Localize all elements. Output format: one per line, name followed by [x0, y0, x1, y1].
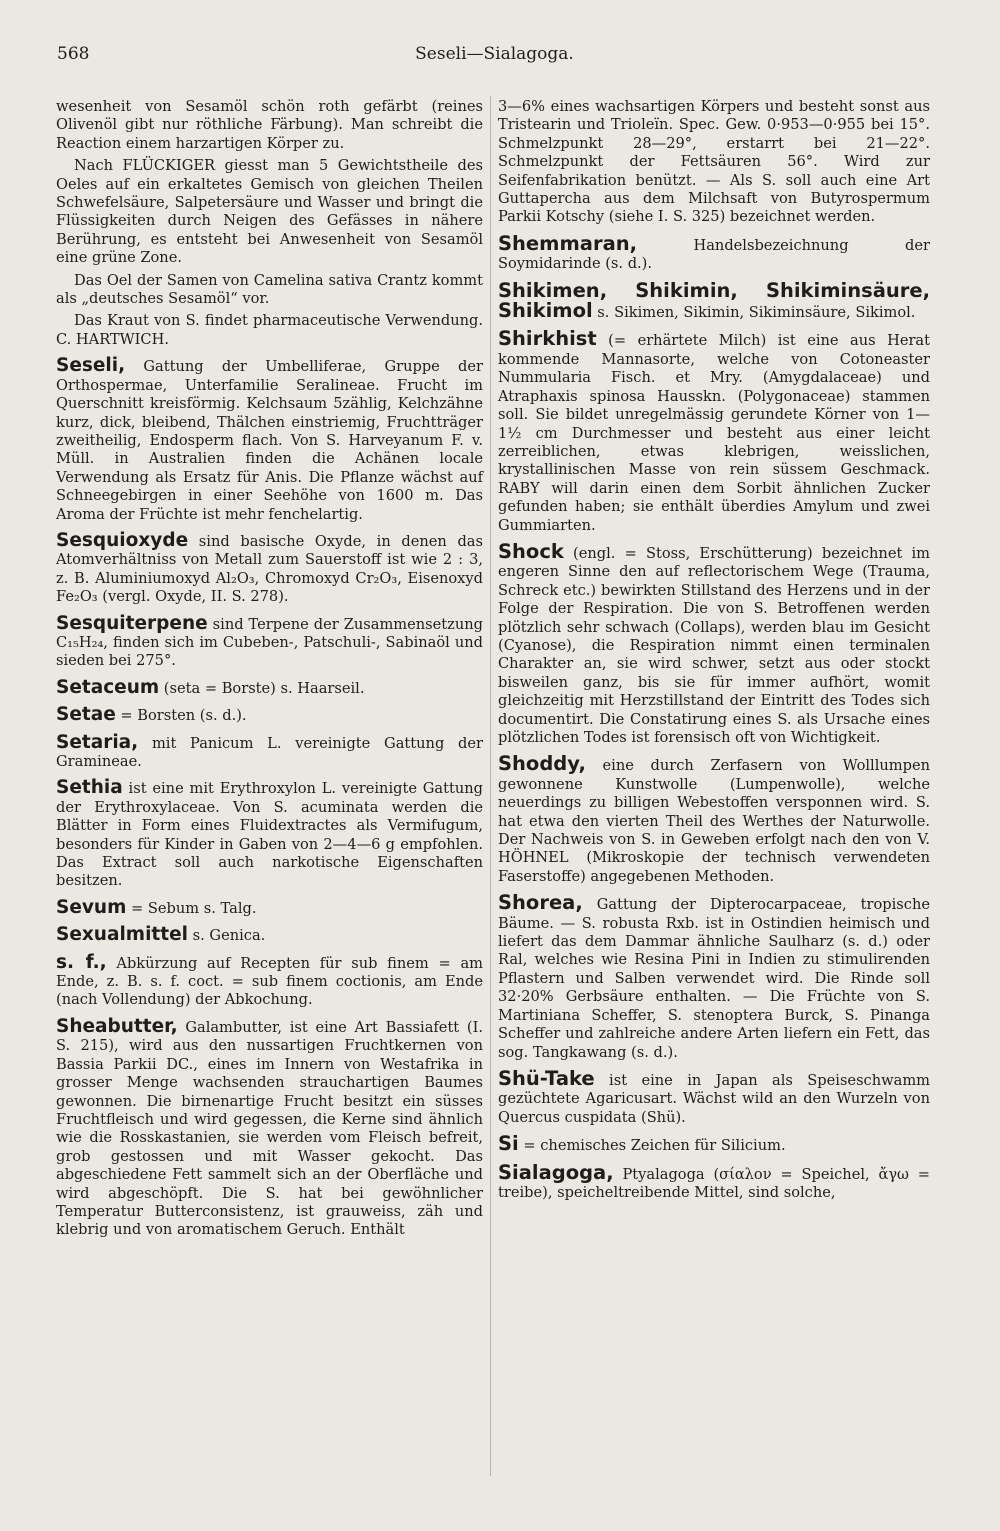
entry-text: s. Genica. — [188, 927, 266, 945]
paragraph: 3—6% eines wachsartigen Körpers und besteht sonst aus Tristearin und Trioleïn. Spec. Gew. 0·953—0·955 bei 15°. Schmelzpunkt 28—29°, erstarrt bei 21—22°. Schmelzpunkt der Fettsäuren 56°. Wird zur Seifenfabrikation benützt. — Als S. soll auch eine Art Guttapercha aus dem Milchsaft von Butyrospermum Parkii Kotschy (siehe I. S. 325) bezeichnet werden. — [498, 98, 930, 226]
entry-sf — [56, 951, 483, 1010]
entry-sesquiterpene — [56, 612, 483, 671]
paragraph: Das Kraut von S. findet pharmaceutische Verwendung. C. HARTWICH. — [56, 312, 483, 348]
headword: Sesquiterpene — [56, 612, 208, 634]
entry-shirkhist — [498, 327, 930, 534]
headword: Shü-Take — [498, 1066, 595, 1090]
headword: Shikimen, Shikimin, Shikiminsäure, Shikimol — [498, 278, 930, 323]
entry-text: = Borsten (s. d.). — [115, 707, 247, 725]
entry-sialagoga — [498, 1160, 930, 1203]
entry-text: Abkürzung auf Recepten für sub finem = am Ende, z. B. s. f. coct. = sub finem coctionis, am Ende (nach Vollendung) der Abkochung. — [56, 954, 483, 1009]
column-divider — [490, 96, 491, 1476]
entry-text: Gattung der Umbelliferae, Gruppe der Orthospermae, Unterfamilie Seralineae. Frucht im Querschnitt kreisförmig. Kelchsaum 5zählig, Kelchzähne kurz, dick, bleibend, Thälchen einstriemig, Fruchtträger zweitheilig, Endosperm flach. Von S. Harveyanum F. v. Müll. in Australien finden die Achänen locale Verwendung als Ersatz für Anis. Die Pflanze wächst auf Schneegebirgen in einer Seehöhe von 1600 m. Das Aroma der Früchte ist mehr fenchelartig. — [56, 358, 483, 523]
running-head: Seseli—Sialagoga. — [415, 44, 574, 64]
entry-shoddy — [498, 752, 930, 886]
headword: s. f., — [56, 951, 107, 973]
headword: Setaceum — [56, 676, 160, 698]
paragraph: wesenheit von Sesamöl schön roth gefärbt (reines Olivenöl gibt nur röthliche Färbung). Man schreibt die Reaction einem harzartigen Körper zu. — [56, 98, 483, 152]
entry-shock — [498, 539, 930, 747]
entry-text: ist eine in Japan als Speiseschwamm gezüchtete Agaricusart. Wächst wild an den Wurzeln von Quercus cuspidata (Shü). — [498, 1071, 930, 1126]
entry-text: (= erhärtete Milch) ist eine aus Herat kommende Mannasorte, welche von Cotoneaster Nummularia Fisch. et Mry. (Amygdalaceae) und Atraphaxis spinosa Hausskn. (Polygonaceae) stammen soll. Sie bildet unregelmässig gerundete Körner von 1—1½ cm Durchmesser und besteht aus einer leicht zerreiblichen, etwas klebrigen, weisslichen, krystallinischen Masse von rein süssem Geschmack. RABY will darin einen dem Sorbit ähnlichen Zucker gefunden haben; sie enthält überdies Amylum und zwei Gummiarten. — [498, 332, 930, 534]
entry-text: ist eine mit Erythroxylon L. vereinigte Gattung der Erythroxylaceae. Von S. acuminata werden die Blätter in Form eines Fluidextractes als Vermifugum, besonders für Kinder in Gaben von 2—4—6 g empfohlen. Das Extract soll auch narkotische Eigenschaften besitzen. — [56, 780, 483, 890]
entry-shemmaran — [498, 231, 930, 274]
headword: Setae — [56, 704, 116, 726]
headword: Shoddy, — [498, 752, 586, 776]
entry-seseli — [56, 357, 483, 524]
entry-text: Ptyalagoga (σίαλον = Speichel, ἄγω = treibe), speicheltreibende Mittel, sind solche, — [498, 1165, 930, 1201]
entry-sevum — [56, 896, 483, 918]
entry-text: (engl. = Stoss, Erschütterung) bezeichnet im engeren Sinne den auf reflectorischem Wege (Trauma, Schreck etc.) bewirkten Stillstand des Herzens und in der Folge der Respiration. Die von S. Betroffenen werden plötzlich sehr schwach (Collaps), werden blau im Gesicht (Cyanose), die Respiration nimmt einen terminalen Charakter an, sie wird schwer, setzt aus oder stockt bisweilen ganz, bis sie für immer aufhört, womit gleichzeitig mit Herzstillstand der Eintritt des Todes sich documentirt. Die Constatirung eines S. als Ursache eines plötzlichen Todes ist forensisch oft von Wichtigkeit. — [498, 544, 930, 746]
entry-text: sind Terpene der Zusammensetzung C₁₅H₂₄, finden sich im Cubeben-, Patschuli-, Sabinaöl und sieden bei 275°. — [56, 615, 483, 670]
headword: Shock — [498, 539, 564, 563]
entry-setaceum — [56, 676, 483, 698]
headword: Sesquioxyde — [56, 529, 189, 551]
entry-text: eine durch Zerfasern von Wolllumpen gewonnene Kunstwolle (Lumpenwolle), welche neuerdings zu billigen Webestoffen versponnen wird. S. hat etwa den vierten Theil des Werthes der Naturwolle. Der Nachweis von S. in Geweben erfolgt nach den von V. HÖHNEL (Mikroskopie der technisch verwendeten Faserstoffe) angegebenen Methoden. — [498, 757, 930, 885]
paragraph: Das Oel der Samen von Camelina sativa Crantz kommt als „deutsches Sesamöl“ vor. — [56, 271, 483, 308]
entry-text: mit Panicum L. vereinigte Gattung der Gramineae. — [56, 734, 483, 770]
entry-sesquioxyde — [56, 529, 483, 607]
entry-text: sind basische Oxyde, in denen das Atomverhältniss von Metall zum Sauerstoff ist wie 2 : 3, z. B. Aluminiumoxyd Al₂O₃, Chromoxyd Cr₂O₃, Eisenoxyd Fe₂O₃ (vergl. Oxyde, II. S. 278). — [56, 532, 483, 606]
entry-setae — [56, 706, 483, 725]
headword: Si — [498, 1132, 519, 1156]
entry-text: Galambutter, ist eine Art Bassiafett (I. S. 215), wird aus den nussartigen Fruchtkernen von Bassia Parkii DC., eines im Innern von Westafrika in grosser Menge wachsenden strauchartigen Baumes gewonnen. Die birnenartige Frucht besitzt ein süsses Fruchtfleisch und wird gegessen, die Kerne sind ähnlich wie die Rosskastanien, sie werden vom Fleisch befreit, grob gestossen und mit Wasser gekocht. Das abgeschiedene Fett sammelt sich an der Oberfläche und wird abgeschöpft. Die S. hat bei gewöhnlicher Temperatur Butterconsistenz, ist grauweiss, zäh und klebrig und von aromatischem Geruch. Enthält — [56, 1018, 483, 1239]
paragraph: Nach FLÜCKIGER giesst man 5 Gewichtstheile des Oeles auf ein erkaltetes Gemisch von gleichen Theilen Schwefelsäure, Salpetersäure und Wasser und bringt die Flüssigkeiten durch Neigen des Gefässes in nähere Berührung, es entsteht bei Anwesenheit von Sesamöl eine grüne Zone. — [56, 157, 483, 267]
entry-sexualmittel — [56, 926, 483, 945]
left-column — [56, 98, 483, 1248]
headword: Sexualmittel — [56, 924, 188, 946]
headword: Setaria, — [56, 731, 139, 753]
headword: Shirkhist — [498, 327, 597, 351]
entry-si — [498, 1132, 930, 1156]
entry-setaria — [56, 731, 483, 772]
headword: Sethia — [56, 777, 123, 799]
headword: Shemmaran, — [498, 231, 638, 255]
entry-shutake — [498, 1066, 930, 1127]
headword: Shorea, — [498, 891, 583, 915]
entry-text: = chemisches Zeichen für Silicium. — [518, 1137, 786, 1155]
headword: Sheabutter, — [56, 1015, 178, 1037]
headword: Sialagoga, — [498, 1160, 614, 1184]
entry-sethia — [56, 779, 483, 890]
entry-shorea — [498, 891, 930, 1062]
entry-text: s. Sikimen, Sikimin, Sikiminsäure, Sikimol. — [592, 304, 916, 322]
entry-text: (seta = Borste) s. Haarseil. — [159, 679, 365, 697]
entry-text: Gattung der Dipterocarpaceae, tropische Bäume. — S. robusta Rxb. ist in Ostindien heimisch und liefert das dem Dammar ähnliche Saulharz (s. d.) oder Ral, welches wie Resina Pini in Indien zu stimulirenden Pflastern und Salben verwendet wird. Die Rinde soll 32·20% Gerbsäure enthalten. — Die Früchte von S. Martiniana Scheffer, S. stenoptera Burck, S. Pinanga Scheffer und zahlreiche andere Arten liefern ein Fett, das sog. Tangkawang (s. d.). — [498, 896, 930, 1061]
page-number: 568 — [57, 44, 90, 64]
entry-shikimen — [498, 278, 930, 323]
page-header — [57, 44, 932, 74]
headword: Sevum — [56, 896, 127, 918]
headword: Seseli, — [56, 355, 126, 377]
entry-sheabutter — [56, 1015, 483, 1240]
entry-text: Handelsbezeichnung der Soymidarinde (s. d.). — [498, 236, 930, 273]
entry-text: = Sebum s. Talg. — [126, 899, 257, 917]
right-column — [498, 98, 930, 1210]
